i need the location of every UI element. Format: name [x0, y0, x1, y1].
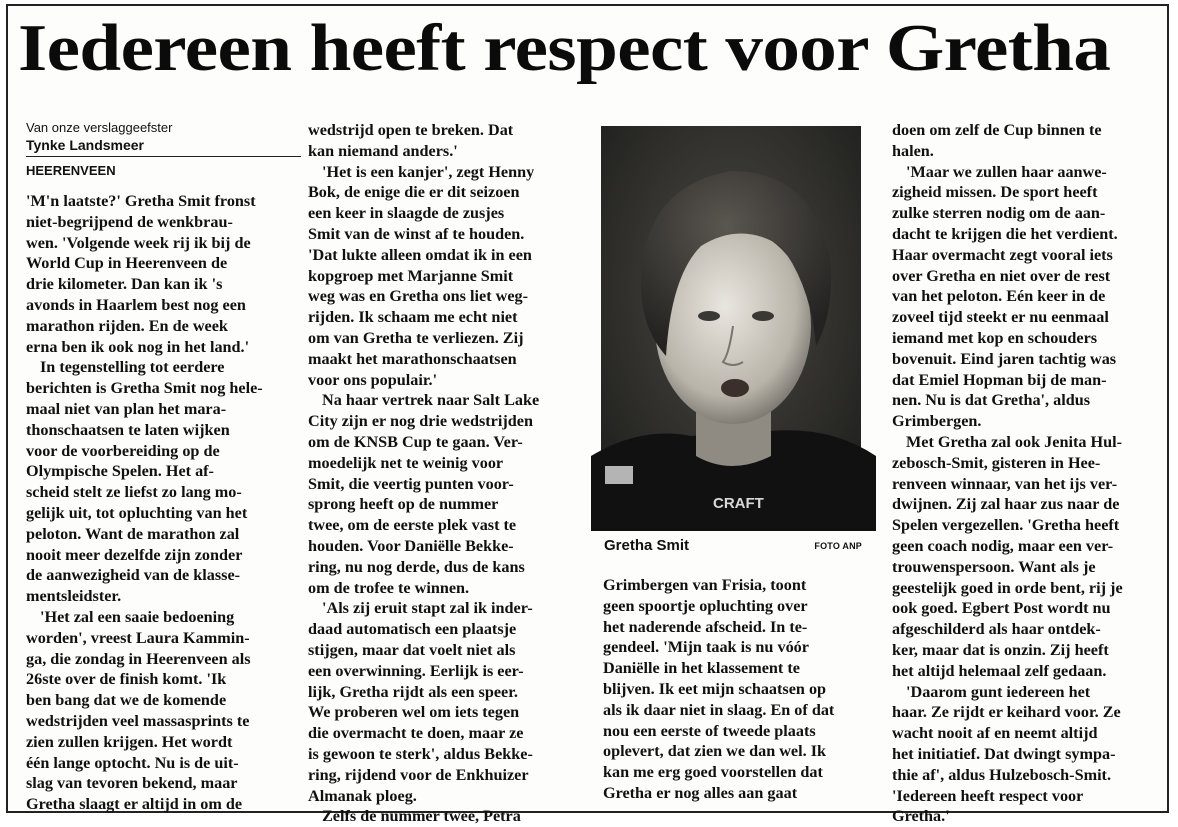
text-line: peloton. Want de marathon zal: [26, 524, 240, 543]
text-line: City zijn er nog drie wedstrijden: [308, 412, 533, 431]
text-line: nou een eerste of tweede plaats: [603, 721, 816, 740]
text-line: ben bang dat we de komende: [26, 691, 227, 710]
article-paragraph: [308, 390, 588, 598]
article-column-1: [26, 120, 301, 815]
text-line: is gewoon te sterk', aldus Bekke-: [308, 744, 533, 763]
text-line: wedstrijd open te breken. Dat: [308, 121, 514, 139]
text-line: als ik daar niet in slaag. En of dat: [603, 700, 835, 719]
text-line: Smit, die veertig punten voor-: [308, 474, 514, 493]
byline-intro: Van onze verslaggeefster: [26, 120, 173, 135]
text-line: nooit meer dezelfde zijn zonder: [26, 545, 243, 564]
text-line: gelijk uit, tot opluchting van het: [26, 503, 248, 522]
article-paragraph: [892, 682, 1167, 827]
text-line: rijden. Ik schaam me echt niet: [308, 308, 518, 327]
text-line: mentsleidster.: [26, 587, 122, 606]
text-line: 'Maar we zullen haar aanwe-: [906, 162, 1107, 181]
text-line: avonds in Haarlem best nog een: [26, 295, 246, 314]
text-line: het initiatief. Dat dwingt sympa-: [892, 744, 1116, 763]
text-line: om de trofee te winnen.: [308, 578, 470, 597]
photo-caption: [604, 537, 864, 554]
text-line: dat Emiel Hopman bij de man-: [892, 370, 1107, 389]
text-line: doen om zelf de Cup binnen te: [892, 121, 1102, 139]
text-line: die overmacht te doen, maar ze: [308, 724, 524, 743]
text-line: van het peloton. Eén keer in de: [892, 287, 1106, 306]
text-line: geen spoortje opluchting over: [603, 596, 808, 615]
text-line: ook goed. Egbert Post wordt nu: [892, 599, 1111, 618]
text-line: kan me erg goed voorstellen dat: [603, 763, 823, 782]
text-line: berichten is Gretha Smit nog hele-: [26, 379, 263, 398]
text-line: Haar overmacht zegt vooral iets: [892, 245, 1113, 264]
text-line: wacht nooit af en neemt altijd: [892, 724, 1098, 743]
text-line: zoveel tijd steekt er nu eenmaal: [892, 308, 1109, 327]
text-line: erna ben ik ook nog in het land.': [26, 337, 250, 356]
text-line: maakt het marathonschaatsen: [308, 349, 517, 368]
byline-author: Tynke Landsmeer: [26, 136, 301, 157]
text-line: worden', vreest Laura Kammin-: [26, 628, 250, 647]
text-line: het naderende afscheid. In te-: [603, 617, 808, 636]
text-line: gendeel. 'Mijn taak is nu vóór: [603, 638, 809, 657]
text-line: thie af', aldus Hulzebosch-Smit.: [892, 765, 1111, 784]
column-body: [892, 120, 1167, 827]
text-line: scheid stelt ze liefst zo lang mo-: [26, 483, 242, 502]
text-line: 'Dat lukte alleen omdat ik in een: [308, 245, 532, 264]
article-paragraph: [308, 806, 588, 827]
article-column-3: [603, 575, 873, 804]
article-paragraph: [26, 607, 301, 815]
text-line: drie kilometer. Dan kan ik 's: [26, 275, 223, 294]
text-line: Grimbergen.: [892, 412, 982, 431]
text-line: wen. 'Volgende week rij ik bij de: [26, 233, 251, 252]
text-line: nen. Nu is dat Gretha', aldus: [892, 391, 1091, 410]
dateline: HEERENVEEN: [26, 163, 116, 178]
newspaper-clipping: [6, 4, 1169, 826]
article-column-2: [308, 120, 588, 827]
text-line: Gretha.': [892, 807, 950, 826]
text-line: dwijnen. Zij zal haar zus naar de: [892, 495, 1120, 514]
text-line: niet-begrijpend de wenkbrau-: [26, 212, 233, 231]
text-line: een keer in slaagde de zusjes: [308, 204, 505, 223]
text-line: over Gretha en niet over de rest: [892, 266, 1111, 285]
text-line: halen.: [892, 141, 934, 160]
text-line: het altijd helemaal zelf gedaan.: [892, 661, 1107, 680]
text-line: 'M'n laatste?' Gretha Smit fronst: [26, 192, 256, 210]
text-line: zulke sterren nodig om de aan-: [892, 204, 1106, 223]
text-line: lijk, Gretha rijdt als een speer.: [308, 682, 518, 701]
text-line: thonschaatsen te laten wijken: [26, 420, 230, 439]
article-paragraph: [26, 191, 301, 357]
article-paragraph: [892, 120, 1167, 162]
text-line: voor ons populair.': [308, 370, 438, 389]
text-line: 'Als zij eruit stapt zal ik inder-: [322, 599, 533, 618]
text-line: moedelijk net te weinig voor: [308, 453, 504, 472]
text-line: Met Gretha zal ook Jenita Hul-: [906, 432, 1122, 451]
text-line: geen coach nodig, maar een ver-: [892, 536, 1114, 555]
text-line: dacht te krijgen die het verdient.: [892, 224, 1118, 243]
text-line: wedstrijden veel massasprints te: [26, 711, 250, 730]
text-line: Almanak ploeg.: [308, 786, 417, 805]
text-line: stijgen, maar dat voelt niet als: [308, 640, 516, 659]
text-line: 'Iedereen heeft respect voor: [892, 786, 1084, 805]
text-line: houden. Voor Daniëlle Bekke-: [308, 536, 514, 555]
article-paragraph: [892, 162, 1167, 432]
article-paragraph: [603, 575, 873, 804]
caption-text: Gretha Smit: [604, 537, 690, 554]
text-line: de aanwezigheid van de klasse-: [26, 566, 241, 585]
text-line: één lange optocht. Nu is de uit-: [26, 753, 239, 772]
text-line: weg was en Gretha ons liet weg-: [308, 287, 529, 306]
text-line: In tegenstelling tot eerdere: [40, 358, 225, 377]
article-paragraph: [892, 432, 1167, 682]
article-column-4: [892, 120, 1167, 827]
text-line: slag van tevoren bekend, maar: [26, 774, 238, 793]
text-line: Olympische Spelen. Het af-: [26, 462, 214, 481]
text-line: twee, om de eerste plek vast te: [308, 516, 517, 535]
text-line: sprong heeft op de nummer: [308, 495, 499, 514]
text-line: ring, nu nog derde, dus de kans: [308, 557, 525, 576]
headline: Iedereen heeft respect voor Gretha: [18, 11, 1111, 85]
text-line: Daniëlle in het klassement te: [603, 659, 800, 678]
portrait-photo: [601, 126, 861, 531]
text-line: bovenuit. Eind jaren tachtig was: [892, 349, 1117, 368]
text-line: 26ste over de finish komt. 'Ik: [26, 670, 227, 689]
article-paragraph: [26, 357, 301, 607]
text-line: geestelijk goed in orde bent, rij je: [892, 578, 1123, 597]
text-line: ring, rijdend voor de Enkhuizer: [308, 765, 529, 784]
portrait-photo-image: [601, 126, 861, 531]
text-line: Na haar vertrek naar Salt Lake: [322, 391, 540, 410]
text-line: ker, maar dat is onzin. Zij heeft: [892, 640, 1109, 659]
text-line: Gretha er nog alles aan gaat: [603, 783, 798, 802]
text-line: voor de voorbereiding op de: [26, 441, 220, 460]
column-body: [603, 575, 873, 804]
text-line: World Cup in Heerenveen de: [26, 254, 228, 273]
text-line: daad automatisch een plaatsje: [308, 620, 517, 639]
column-body: [26, 191, 301, 815]
text-line: marathon rijden. En de week: [26, 316, 228, 335]
photo-credit: FOTO ANP: [814, 541, 862, 551]
text-line: 'Het is een kanjer', zegt Henny: [322, 162, 535, 181]
column-body: [308, 120, 588, 827]
article-paragraph: [308, 598, 588, 806]
text-line: kan niemand anders.': [308, 141, 458, 160]
text-line: oplevert, dat zien we dan wel. Ik: [603, 742, 827, 761]
text-line: ga, die zondag in Heerenveen als: [26, 649, 251, 668]
text-line: om van Gretha te verliezen. Zij: [308, 328, 524, 347]
text-line: Gretha slaagt er altijd in om de: [26, 795, 243, 814]
text-line: 'Het zal een saaie bedoening: [40, 607, 235, 626]
text-line: zien zullen krijgen. Het wordt: [26, 732, 233, 751]
article-paragraph: [308, 162, 588, 391]
text-line: zigheid missen. De sport heeft: [892, 183, 1098, 202]
text-line: afgeschilderd als haar ontdek-: [892, 620, 1101, 639]
text-line: renveen winnaar, van het ijs ver-: [892, 474, 1118, 493]
shirt-logo: CRAFT: [713, 495, 764, 512]
text-line: maal niet van plan het mara-: [26, 399, 227, 418]
text-line: om de KNSB Cup te gaan. Ver-: [308, 432, 523, 451]
text-line: Spelen vergezellen. 'Gretha heeft: [892, 516, 1120, 535]
text-line: trouwenspersoon. Want als je: [892, 557, 1096, 576]
text-line: kopgroep met Marjanne Smit: [308, 266, 514, 285]
text-line: Bok, de enige die er dit seizoen: [308, 183, 520, 202]
text-line: Grimbergen van Frisia, toont: [603, 576, 807, 594]
text-line: zebosch-Smit, gisteren in Hee-: [892, 453, 1101, 472]
text-line: blijven. Ik eet mijn schaatsen op: [603, 679, 827, 698]
text-line: Zelfs de nummer twee, Petra: [322, 807, 521, 826]
text-line: een overwinning. Eerlijk is eer-: [308, 661, 524, 680]
text-line: iemand met kop en schouders: [892, 328, 1098, 347]
text-line: 'Daarom gunt iedereen het: [906, 682, 1091, 701]
text-line: We proberen wel om iets tegen: [308, 703, 520, 722]
text-line: haar. Ze rijdt er keihard voor. Ze: [892, 703, 1121, 722]
article-paragraph: [308, 120, 588, 162]
text-line: Smit van de winst af te houden.: [308, 224, 525, 243]
